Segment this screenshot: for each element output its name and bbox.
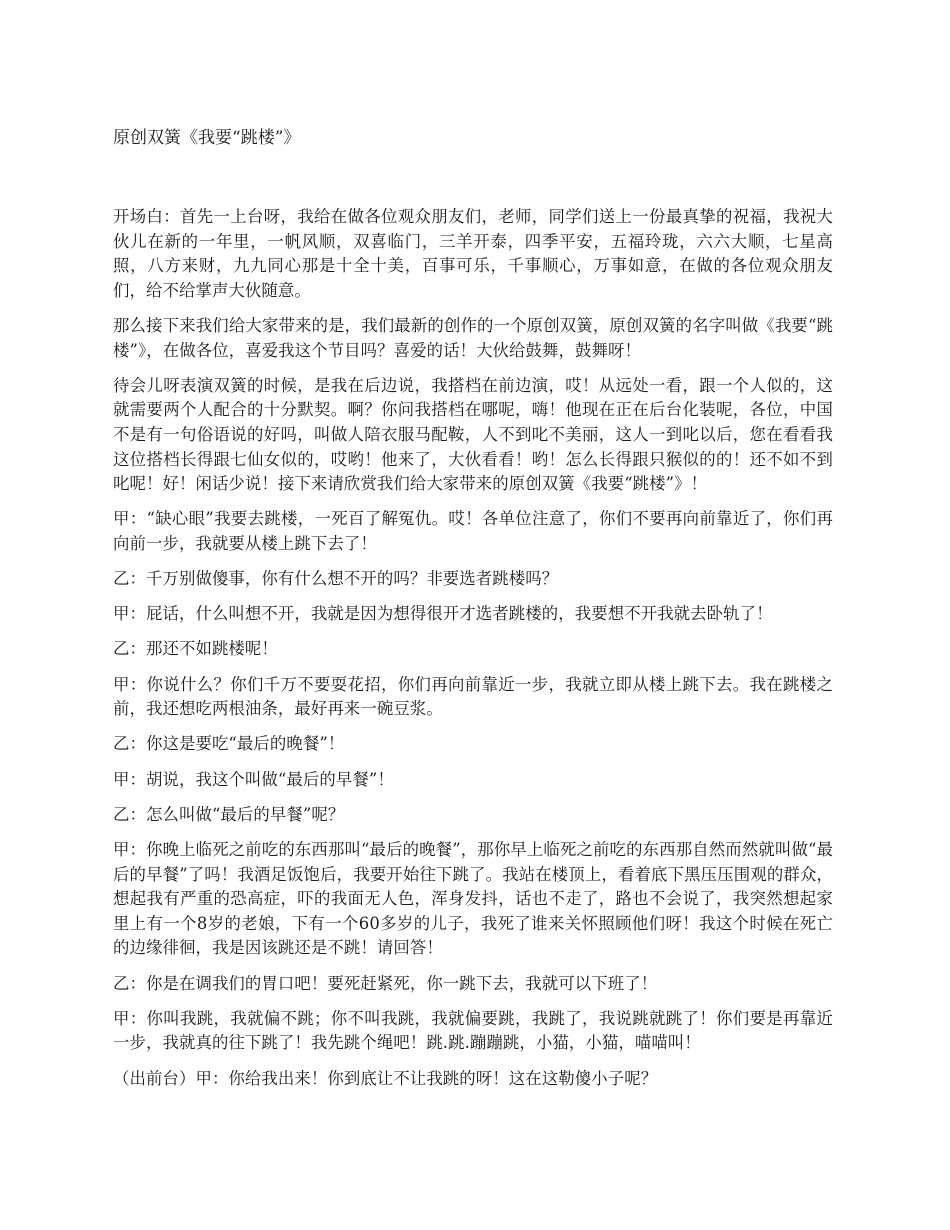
dialogue-line: 甲：你叫我跳，我就偏不跳；你不叫我跳，我就偏要跳，我跳了，我说跳就跳了！你们要是再靠近一步，我就真的往下跳了！我先跳个绳吧！跳.跳.蹦蹦跳，小猫，小猫，喵喵叫！ [113, 1008, 833, 1053]
document-title: 原创双簧《我要“跳楼”》 [113, 128, 301, 148]
paragraph-opening: 开场白：首先一上台呀，我给在做各位观众朋友们，老师，同学们送上一份最真挚的祝福，我祝大伙儿在新的一年里，一帆风顺，双喜临门，三羊开泰，四季平安，五福玲珑，六六大顺，七星高照，八方来财，九九同心那是十全十美，百事可乐，千事顺心，万事如意，在做的各位观众朋友们，给不给掌声大伙随意。 [113, 207, 833, 300]
dialogue-line: 甲：胡说，我这个叫做“最后的早餐”！ [113, 769, 394, 789]
document-body [113, 205, 833, 1091]
dialogue-line: 甲：屁话，什么叫想不开，我就是因为想得很开才选者跳楼的，我要想不开我就去卧轨了！ [113, 604, 773, 624]
dialogue-line: 甲：你说什么？你们千万不要耍花招，你们再向前靠近一步，我就立即从楼上跳下去。我在跳楼之前，我还想吃两根油条，最好再来一碗豆浆。 [113, 674, 833, 719]
dialogue-line: 甲：“缺心眼”我要去跳楼，一死百了解冤仇。哎！各单位注意了，你们不要再向前靠近了，你们再向前一步，我就要从楼上跳下去了！ [113, 509, 833, 553]
document-page [113, 125, 833, 1102]
paragraph-preface: 待会儿呀表演双簧的时候，是我在后边说，我搭档在前边演，哎！从远处一看，跟一个人似的，这就需要两个人配合的十分默契。啊？你问我搭档在哪呢，嗨！他现在正在后台化装呢，各位，中国不是有一句俗语说的好吗，叫做人陪衣服马配鞍，人不到叱不美丽，这人一到叱以后，您在看看我这位搭档长得跟七仙女似的，哎哟！他来了，大伙看看！哟！怎么长得跟只猴似的的！还不如不到叱呢！好！闲话少说！接下来请欣赏我们给大家带来的原创双簧《我要“跳楼”》！ [113, 375, 833, 494]
paragraph-intro: 那么接下来我们给大家带来的是，我们最新的创作的一个原创双簧，原创双簧的名字叫做《我要“跳楼”》，在做各位，喜爱我这个节目吗？喜爱的话！大伙给鼓舞，鼓舞呀！ [113, 315, 833, 360]
dialogue-line: （出前台）甲：你给我出来！你到底让不让我跳的呀！这在这勒傻小子呢？ [113, 1068, 658, 1088]
dialogue-line: 乙：你是在调我们的胃口吧！要死赶紧死，你一跳下去，我就可以下班了！ [113, 973, 658, 993]
dialogue-line: 乙：那还不如跳楼呢！ [113, 639, 278, 659]
dialogue-line: 乙：千万别做傻事，你有什么想不开的吗？非要选者跳楼吗？ [113, 569, 559, 589]
dialogue-line: 甲：你晚上临死之前吃的东西那叫“最后的晚餐”，那你早上临死之前吃的东西那自然而然就叫做“最后的早餐”了吗！我酒足饭饱后，我要开始往下跳了。我站在楼顶上，看着底下黑压压围观的群众，想起我有严重的恐高症，吓的我面无人色，浑身发抖，话也不走了，路也不会说了，我突然想起家里上有一个8岁的老娘，下有一个60多岁的儿子，我死了谁来关怀照顾他们呀！我这个时候在死亡的边缘徘徊，我是因该跳还是不跳！请回答！ [113, 840, 833, 958]
dialogue-line: 乙：怎么叫做“最后的早餐”呢？ [113, 804, 345, 824]
dialogue-line: 乙：你这是要吃“最后的晚餐”！ [113, 734, 345, 754]
